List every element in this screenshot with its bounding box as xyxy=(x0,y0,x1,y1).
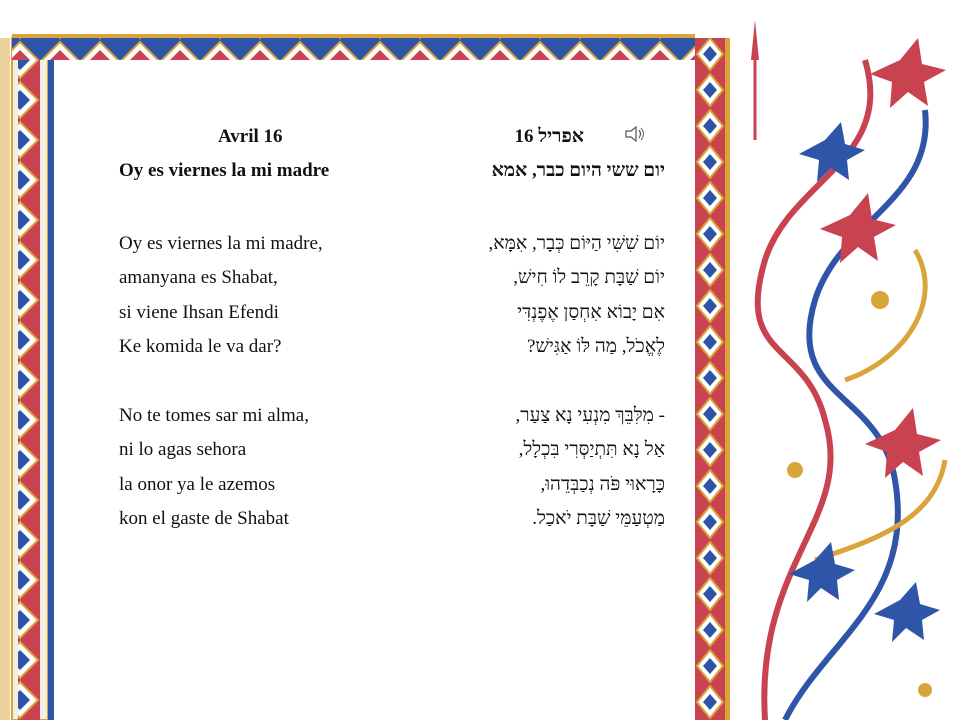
hebrew-line: אַל נָא תִּתְיַסְּרִי בִּכְלָל, xyxy=(518,439,665,460)
ladino-line: No te tomes sar mi alma, xyxy=(119,405,309,426)
hebrew-line: יוֹם שַׁבָּת קָרֵב לוֹ חִישׁ, xyxy=(513,267,665,288)
hebrew-line: יוֹם שִׁשִּׁי הַיּוֹם כְּבָר, אִמָּא, xyxy=(488,233,665,254)
ladino-line: la onor ya le azemos xyxy=(119,474,276,495)
hebrew-line: לֶאֱכֹל, מַה לּוֹ אַגִּישׁ? xyxy=(527,336,665,357)
ladino-line: kon el gaste de Shabat xyxy=(119,508,289,529)
ladino-line: Ke komida le va dar? xyxy=(119,336,282,357)
hebrew-title: יום ששי היום כבר, אמא xyxy=(491,160,665,181)
ladino-date: Avril 16 xyxy=(218,126,283,147)
hebrew-line: אִם יָבוֹא אִחְסַן אֶפֶנְדִּי xyxy=(517,302,665,323)
left-border-ornament xyxy=(0,0,60,720)
hebrew-date: אפריל 16 xyxy=(514,126,584,147)
hebrew-line: - מִלִּבֵּךְ מִנְעִי נָא צַעַר, xyxy=(515,405,665,426)
ladino-line: si viene Ihsan Efendi xyxy=(119,302,279,323)
ladino-title: Oy es viernes la mi madre xyxy=(119,160,330,181)
ladino-line: Oy es viernes la mi madre, xyxy=(119,233,323,254)
speaker-icon[interactable] xyxy=(624,125,646,143)
hebrew-line: כָּרָאוּי פֹּה נְכַבְּדֵהוּ, xyxy=(540,474,665,495)
ladino-line: amanyana es Shabat, xyxy=(119,267,278,288)
ladino-line: ni lo agas sehora xyxy=(119,439,247,460)
floral-ornament xyxy=(695,0,960,720)
hebrew-line: מַטְעַמֵּי שַׁבָּת יֹאכַל. xyxy=(532,508,665,529)
top-border-ornament xyxy=(0,0,695,60)
